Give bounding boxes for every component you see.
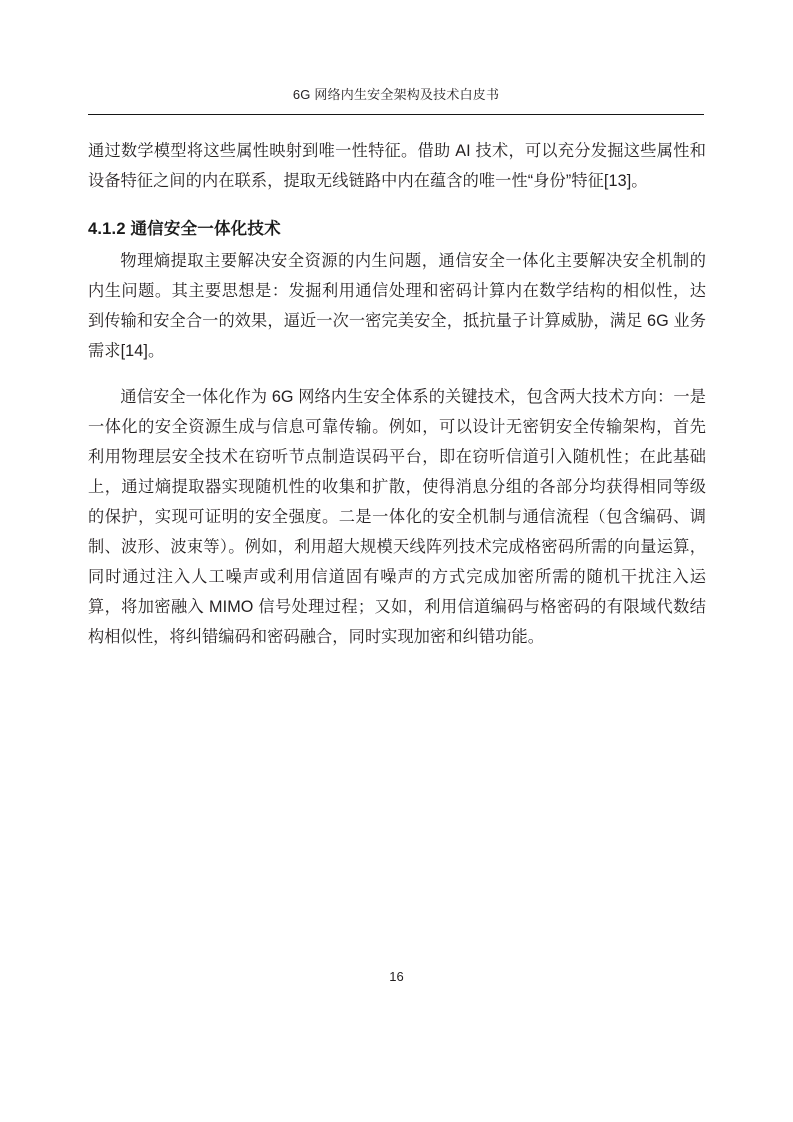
running-header — [88, 86, 704, 104]
header-divider-rule — [88, 114, 704, 115]
spacer-before-heading — [88, 196, 706, 214]
header-title: 6G 网络内生安全架构及技术白皮书 — [292, 87, 500, 102]
paragraph-physical-entropy: 物理熵提取主要解决安全资源的内生问题，通信安全一体化主要解决安全机制的内生问题。其主要思想是：发掘利用通信处理和密码计算内在数学结构的相似性，达到传输和安全合一的效果，逼近一次一密完美安全，抵抗量子计算威胁，满足 6G 业务需求[14]。 — [88, 252, 706, 360]
paragraph-integrated-comm-security: 通信安全一体化作为 6G 网络内生安全体系的关键技术，包含两大技术方向：一是一体化的安全资源生成与信息可靠传输。例如，可以设计无密钥安全传输架构，首先利用物理层安全技术在窃听节点制造误码平台，即在窃听信道引入随机性；在此基础上，通过熵提取器实现随机性的收集和扩散，使得消息分组的各部分均获得相同等级的保护，实现可证明的安全强度。二是一体化的安全机制与通信流程（包含编码、调制、波形、波束等）。例如，利用超大规模天线阵列技术完成格密码所需的向量运算，同时通过注入人工噪声或利用信道固有噪声的方式完成加密所需的随机干扰注入运算，将加密融入 MIMO 信号处理过程；又如，利用信道编码与格密码的有限域代数结构相似性，将纠错编码和密码融合，同时实现加密和纠错功能。 — [88, 388, 706, 646]
paragraph-continued-intro: 通过数学模型将这些属性映射到唯一性特征。借助 AI 技术，可以充分发掘这些属性和设备特征之间的内在联系，提取无线链路中内在蕴含的唯一性“身份”特征[13]。 — [88, 142, 706, 190]
page-number: 16 — [389, 969, 404, 984]
section-heading-4-1-2: 4.1.2 通信安全一体化技术 — [88, 220, 281, 238]
document-body — [88, 136, 706, 652]
spacer-between-paragraphs — [88, 366, 706, 382]
